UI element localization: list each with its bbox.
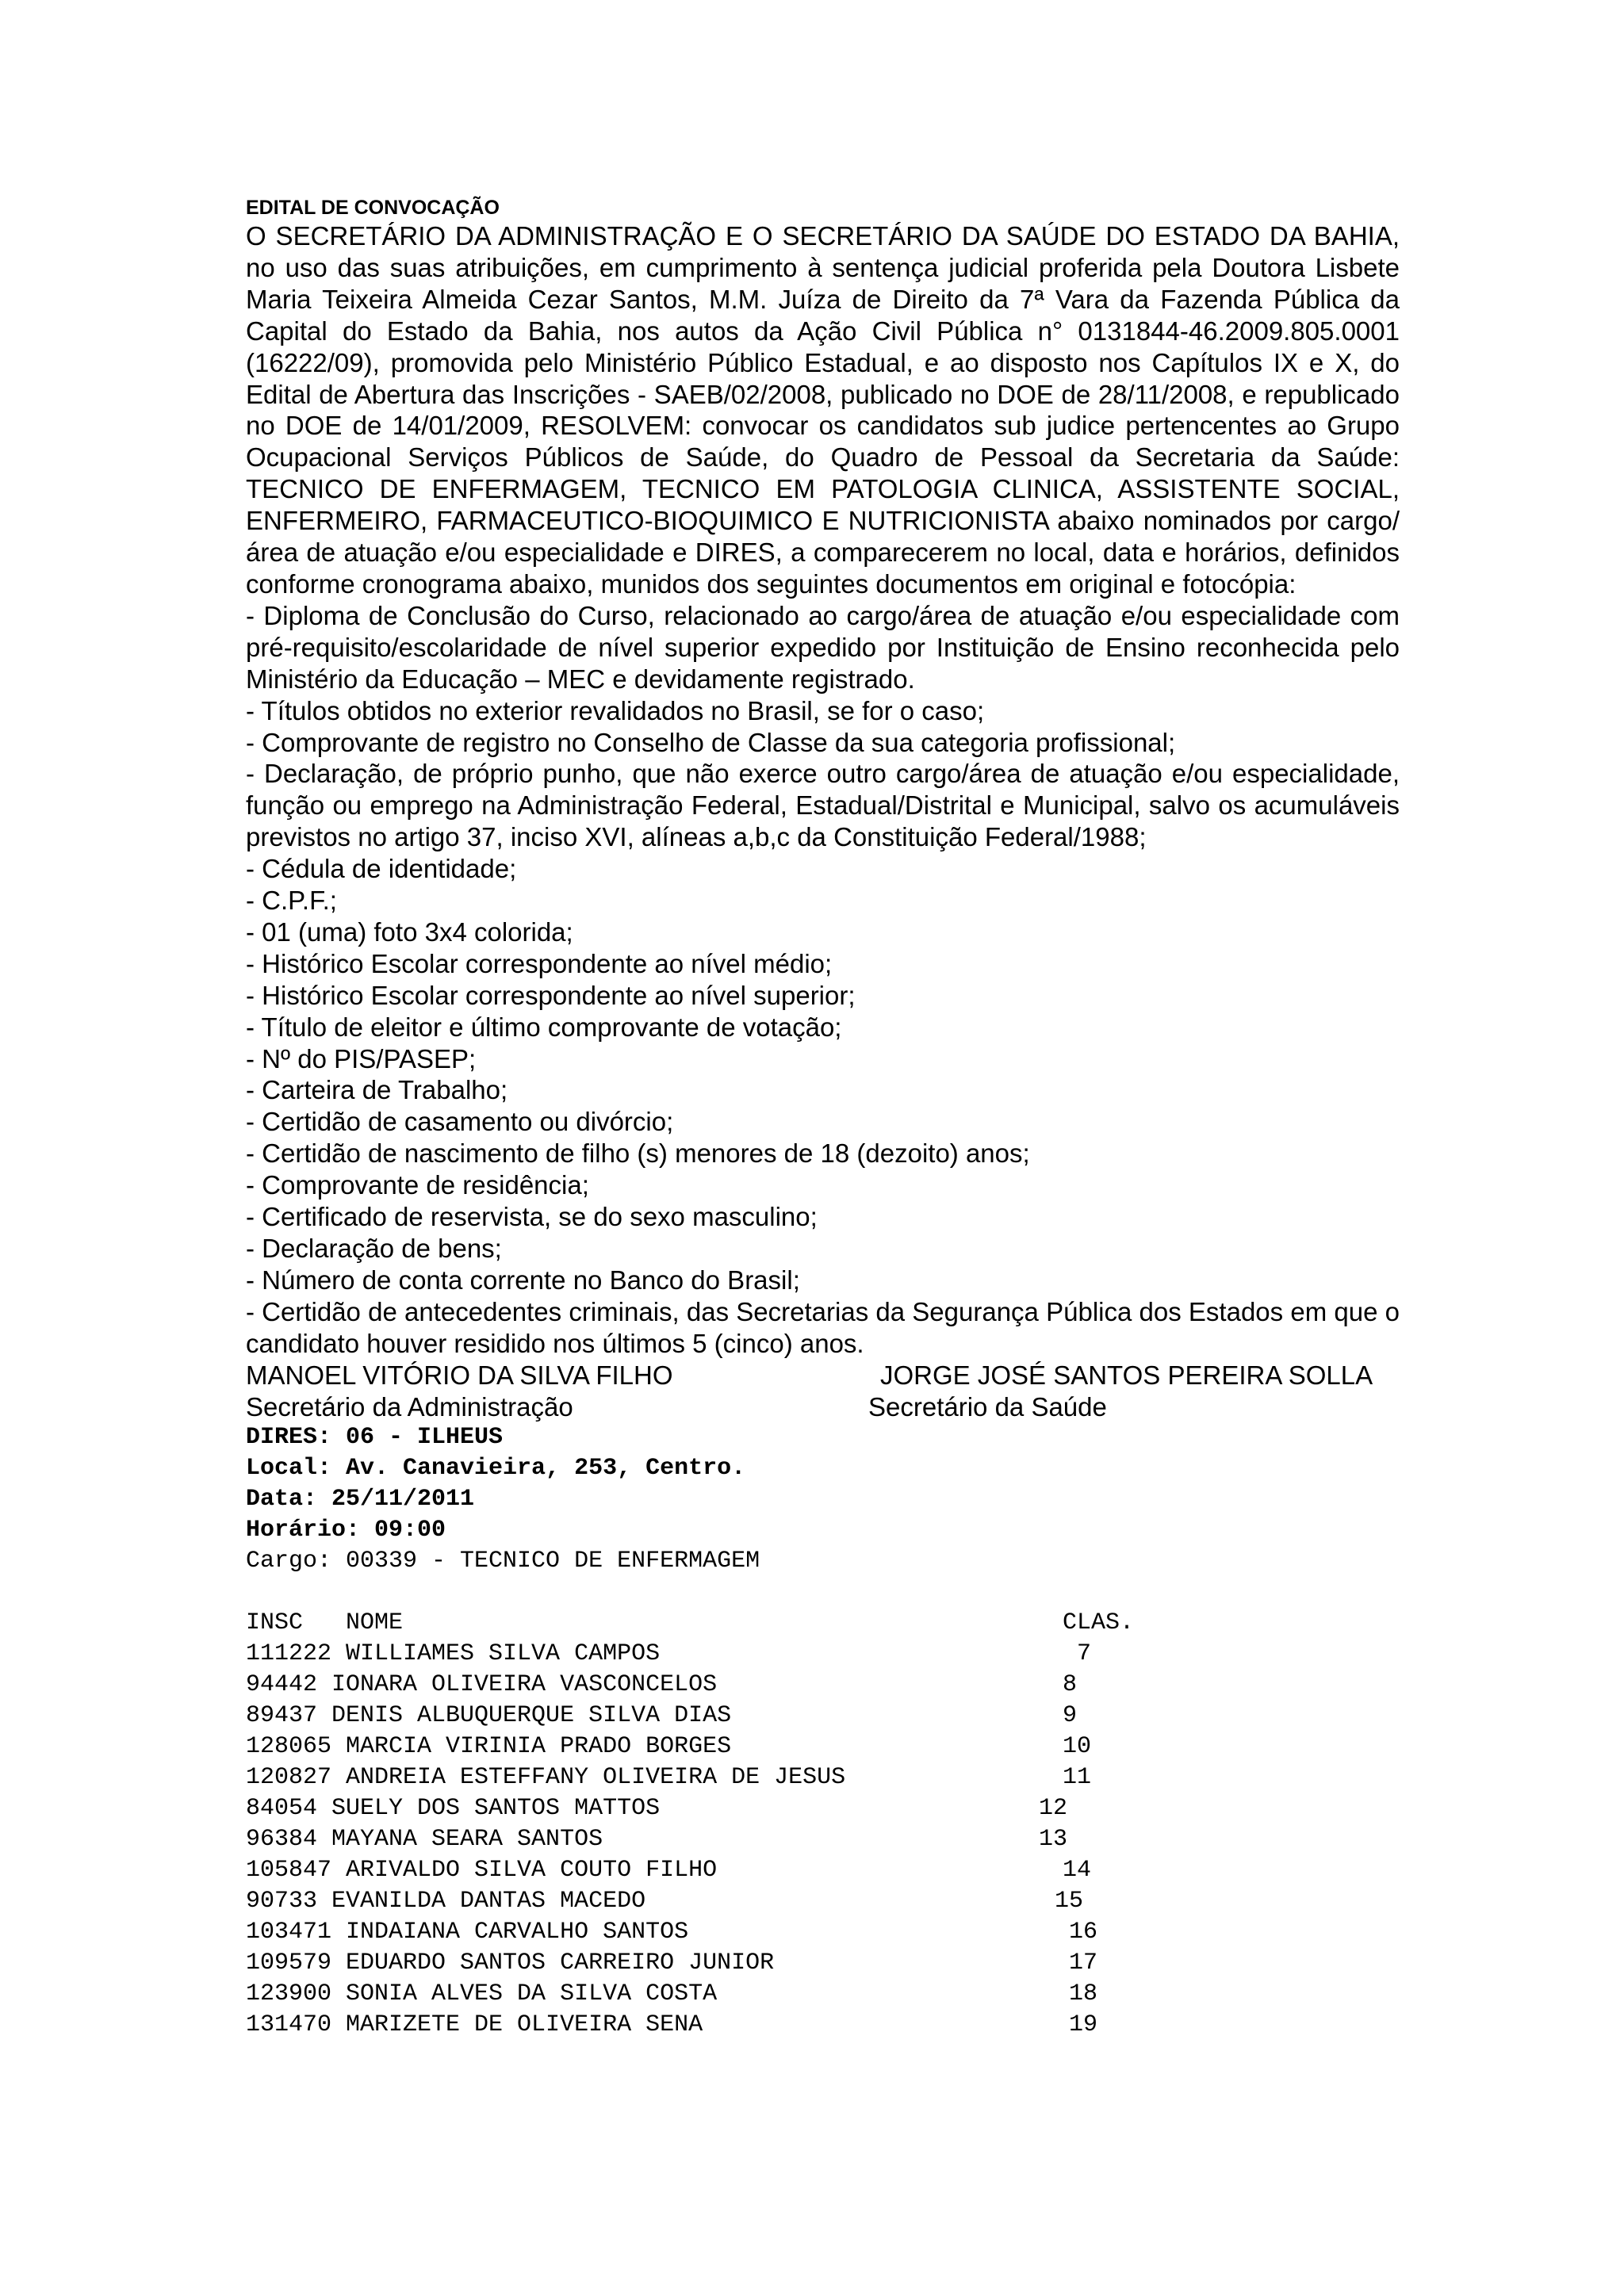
row-clas: 10 (1063, 1733, 1092, 1761)
table-row (246, 1701, 1400, 1732)
row-insc-nome: 90733 EVANILDA DANTAS MACEDO (246, 1888, 646, 1915)
document-item: - Título de eleitor e último comprovante de votação; (246, 1012, 842, 1042)
document-item: - Histórico Escolar correspondente ao nível médio; (246, 948, 833, 978)
document-item: - Comprovante de registro no Conselho de Classe da sua categoria profissional; (246, 727, 1176, 757)
document-item: - Diploma de Conclusão do Curso, relacionado ao cargo/área de atuação e/ou especialidade com pré-requisito/escolaridade de nível superior expedido por Instituição de Ensino reconhecida pelo Ministério da Educação – MEC e devidamente registrado. (246, 600, 1400, 694)
row-insc-nome: 103471 INDAIANA CARVALHO SANTOS (246, 1919, 689, 1946)
document-item: - Carteira de Trabalho; (246, 1075, 508, 1105)
table-row (246, 2010, 1400, 2041)
row-clas: 13 (1039, 1826, 1068, 1854)
row-insc-nome: 84054 SUELY DOS SANTOS MATTOS (246, 1795, 661, 1823)
candidates-table (246, 1608, 1400, 2041)
table-header (246, 1608, 1400, 1639)
table-row (246, 1670, 1400, 1701)
document-item: - Declaração, de próprio punho, que não exerce outro cargo/área de atuação e/ou especialidade, função ou emprego na Administração Federal, Estadual/Distrital e Municipal, salvo os acumuláveis previstos no artigo 37, inciso XVI, alíneas a,b,c da Constituição Federal/1988; (246, 759, 1400, 852)
table-row (246, 1948, 1400, 1979)
row-insc-nome: 111222 WILLIAMES SILVA CAMPOS (246, 1640, 661, 1668)
session-time: Horário: 09:00 (246, 1517, 446, 1544)
session-cargo: Cargo: 00339 - TECNICO DE ENFERMAGEM (246, 1548, 760, 1575)
row-clas: 12 (1039, 1795, 1068, 1823)
document-item: - Declaração de bens; (246, 1234, 502, 1263)
table-row (246, 1639, 1400, 1670)
table-row (246, 1855, 1400, 1886)
table-row (246, 1793, 1400, 1824)
signature-right-name: JORGE JOSÉ SANTOS PEREIRA SOLLA (880, 1360, 1373, 1390)
document-item: - Histórico Escolar correspondente ao nível superior; (246, 980, 856, 1010)
table-row (246, 1762, 1400, 1793)
row-insc-nome: 89437 DENIS ALBUQUERQUE SILVA DIAS (246, 1702, 732, 1730)
document-item: - Certificado de reservista, se do sexo masculino; (246, 1202, 818, 1232)
document-item: - Nº do PIS/PASEP; (246, 1043, 477, 1073)
document-item: - Cédula de identidade; (246, 854, 517, 884)
row-insc-nome: 123900 SONIA ALVES DA SILVA COSTA (246, 1980, 718, 2008)
signature-right-role: Secretário da Saúde (868, 1391, 1107, 1422)
document-item: - Certidão de antecedentes criminais, das Secretarias da Segurança Pública dos Estados em que o candidato houver residido nos últimos 5 (cinco) anos. (246, 1296, 1400, 1358)
row-clas: 11 (1063, 1764, 1092, 1792)
session-local: Local: Av. Canavieira, 253, Centro. (246, 1455, 746, 1483)
document-body (246, 220, 1400, 1360)
header-clas: CLAS. (1063, 1609, 1135, 1637)
row-clas: 7 (1063, 1640, 1092, 1668)
document-title: EDITAL DE CONVOCAÇÃO (246, 197, 500, 219)
session-dires: DIRES: 06 - ILHEUS (246, 1424, 504, 1452)
row-clas: 9 (1063, 1702, 1078, 1730)
row-clas: 14 (1063, 1857, 1092, 1885)
document-item: - Certidão de nascimento de filho (s) menores de 18 (dezoito) anos; (246, 1138, 1030, 1169)
row-insc-nome: 120827 ANDREIA ESTEFFANY OLIVEIRA DE JESUS (246, 1764, 846, 1792)
row-clas: 18 (1069, 1980, 1098, 2008)
row-clas: 8 (1063, 1671, 1078, 1699)
row-clas: 15 (1055, 1888, 1084, 1915)
table-row (246, 1979, 1400, 2010)
table-row (246, 1886, 1400, 1917)
signature-names-row (246, 1360, 1400, 1391)
session-date: Data: 25/11/2011 (246, 1486, 475, 1513)
section-spacer (246, 1577, 1400, 1608)
signature-roles-row (246, 1391, 1400, 1423)
document-item: - Certidão de casamento ou divórcio; (246, 1107, 674, 1137)
row-clas: 16 (1069, 1919, 1098, 1946)
row-insc-nome: 131470 MARIZETE DE OLIVEIRA SENA (246, 2011, 703, 2039)
row-clas: 19 (1069, 2011, 1098, 2039)
signature-left-name: MANOEL VITÓRIO DA SILVA FILHO (246, 1360, 673, 1390)
table-row (246, 1917, 1400, 1948)
document-item: - C.P.F.; (246, 886, 337, 916)
document-item: - Número de conta corrente no Banco do Brasil; (246, 1265, 800, 1295)
document-page (246, 195, 1400, 2041)
row-insc-nome: 105847 ARIVALDO SILVA COUTO FILHO (246, 1857, 718, 1885)
required-documents-list (246, 600, 1400, 1360)
row-insc-nome: 128065 MARCIA VIRINIA PRADO BORGES (246, 1733, 732, 1761)
document-item: - Títulos obtidos no exterior revalidados no Brasil, se for o caso; (246, 695, 985, 725)
row-insc-nome: 94442 IONARA OLIVEIRA VASCONCELOS (246, 1671, 718, 1699)
document-item: - 01 (uma) foto 3x4 colorida; (246, 916, 573, 947)
intro-paragraph: O SECRETÁRIO DA ADMINISTRAÇÃO E O SECRETÁRIO DA SAÚDE DO ESTADO DA BAHIA, no uso das suas atribuições, em cumprimento à sentença judicial proferida pela Doutora Lisbete Maria Teixeira Almeida Cezar Santos, M.M. Juíza de Direito da 7ª Vara da Fazenda Pública da Capital do Estado da Bahia, nos autos da Ação Civil Pública n° 0131844-46.2009.805.0001 (16222/09), promovida pelo Ministério Público Estadual, e ao disposto nos Capítulos IX e X, do Edital de Abertura das Inscrições - SAEB/02/2008, publicado no DOE de 28/11/2008, e republicado no DOE de 14/01/2009, RESOLVEM: convocar os candidatos sub judice pertencentes ao Grupo Ocupacional Serviços Públicos de Saúde, do Quadro de Pessoal da Secretaria da Saúde: TECNICO DE ENFERMAGEM, TECNICO EM PATOLOGIA CLINICA, ASSISTENTE SOCIAL, ENFERMEIRO, FARMACEUTICO-BIOQUIMICO E NUTRICIONISTA abaixo nominados por cargo/área de atuação e/ou especialidade e DIRES, a comparecerem no local, data e horários, definidos conforme cronograma abaixo, munidos dos seguintes documentos em original e fotocópia: (246, 221, 1400, 599)
row-clas: 17 (1069, 1950, 1098, 1977)
signature-left-role: Secretário da Administração (246, 1391, 573, 1422)
row-insc-nome: 96384 MAYANA SEARA SANTOS (246, 1826, 603, 1854)
table-row (246, 1824, 1400, 1855)
table-row (246, 1732, 1400, 1762)
row-insc-nome: 109579 EDUARDO SANTOS CARREIRO JUNIOR (246, 1950, 775, 1977)
document-item: - Comprovante de residência; (246, 1170, 589, 1200)
header-insc-nome: INSC NOME (246, 1609, 404, 1637)
